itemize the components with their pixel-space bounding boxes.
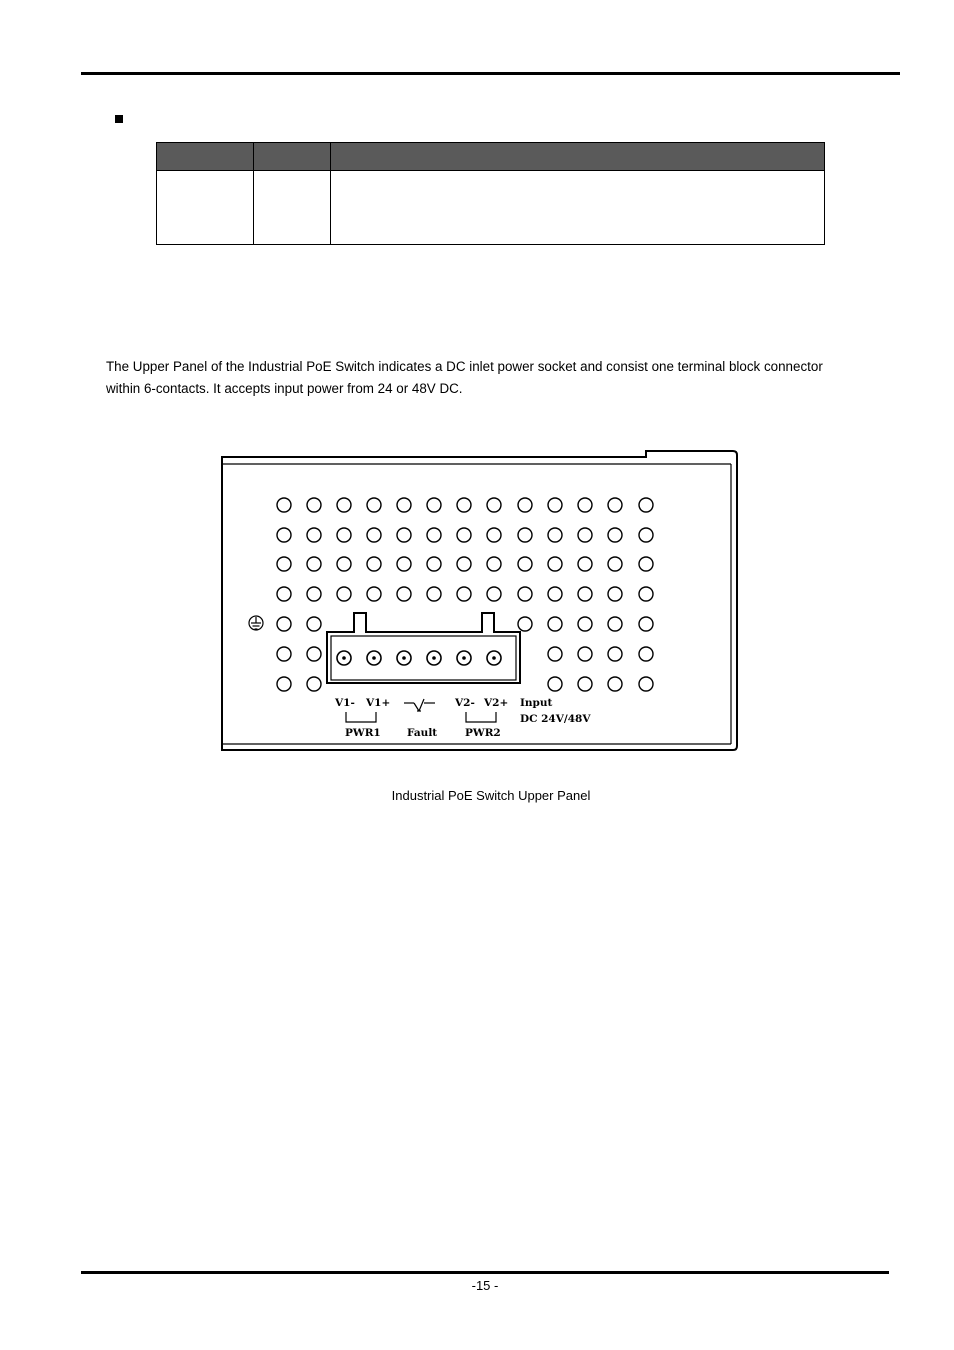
vent-hole bbox=[578, 498, 592, 512]
vent-hole bbox=[548, 647, 562, 661]
relay-contact-icon bbox=[404, 699, 435, 711]
vent-hole bbox=[487, 557, 501, 571]
terminal-contact bbox=[337, 651, 351, 665]
vent-hole bbox=[427, 498, 441, 512]
vent-hole bbox=[518, 498, 532, 512]
vent-hole bbox=[548, 587, 562, 601]
figure-caption: Industrial PoE Switch Upper Panel bbox=[391, 788, 591, 803]
vent-hole bbox=[277, 677, 291, 691]
vent-hole bbox=[277, 498, 291, 512]
terminal-contact bbox=[367, 651, 381, 665]
vent-hole bbox=[277, 557, 291, 571]
vent-hole bbox=[518, 587, 532, 601]
vent-hole bbox=[337, 557, 351, 571]
vent-hole bbox=[608, 557, 622, 571]
vent-hole bbox=[337, 498, 351, 512]
vent-hole bbox=[337, 587, 351, 601]
vent-hole bbox=[337, 528, 351, 542]
vent-hole bbox=[457, 528, 471, 542]
terminal-contact bbox=[457, 651, 471, 665]
page-number: -15 - bbox=[471, 1278, 499, 1293]
terminal-contacts bbox=[337, 651, 501, 665]
vent-hole bbox=[487, 587, 501, 601]
pwr2-bracket bbox=[466, 712, 496, 722]
vent-hole bbox=[277, 587, 291, 601]
vent-hole bbox=[639, 587, 653, 601]
ground-icon bbox=[249, 616, 263, 630]
vent-hole bbox=[518, 528, 532, 542]
vent-hole bbox=[578, 587, 592, 601]
vent-hole bbox=[307, 498, 321, 512]
vent-hole bbox=[639, 647, 653, 661]
vent-hole bbox=[367, 587, 381, 601]
vent-hole bbox=[578, 647, 592, 661]
vent-hole bbox=[397, 528, 411, 542]
vent-hole bbox=[639, 557, 653, 571]
vent-hole bbox=[548, 557, 562, 571]
label-pwr1: PWR1 bbox=[345, 727, 381, 739]
vent-hole bbox=[307, 557, 321, 571]
terminal-contact bbox=[487, 651, 501, 665]
vent-hole bbox=[397, 587, 411, 601]
vent-hole bbox=[608, 587, 622, 601]
vent-hole bbox=[518, 617, 532, 631]
vent-hole bbox=[487, 528, 501, 542]
vent-hole bbox=[639, 498, 653, 512]
label-v2-minus: V2- bbox=[455, 697, 475, 709]
label-v1-minus: V1- bbox=[335, 697, 355, 709]
vent-hole bbox=[397, 498, 411, 512]
vent-hole bbox=[307, 677, 321, 691]
vent-hole bbox=[548, 677, 562, 691]
vent-hole bbox=[608, 498, 622, 512]
vent-hole bbox=[548, 528, 562, 542]
ventilation-holes bbox=[277, 498, 653, 691]
vent-hole bbox=[518, 557, 532, 571]
vent-hole bbox=[578, 528, 592, 542]
paragraph-line: within 6-contacts. It accepts input power from 24 or 48V DC. bbox=[106, 381, 463, 396]
vent-hole bbox=[548, 617, 562, 631]
vent-hole bbox=[307, 528, 321, 542]
vent-hole bbox=[427, 557, 441, 571]
vent-hole bbox=[548, 498, 562, 512]
vent-hole bbox=[397, 557, 411, 571]
vent-hole bbox=[457, 557, 471, 571]
vent-hole bbox=[578, 617, 592, 631]
vent-hole bbox=[457, 587, 471, 601]
vent-hole bbox=[639, 617, 653, 631]
vent-hole bbox=[427, 528, 441, 542]
vent-hole bbox=[578, 677, 592, 691]
terminal-contact bbox=[427, 651, 441, 665]
vent-hole bbox=[639, 677, 653, 691]
label-v1-plus: V1+ bbox=[366, 697, 391, 709]
vent-hole bbox=[457, 498, 471, 512]
vent-hole bbox=[367, 498, 381, 512]
terminal-contact bbox=[397, 651, 411, 665]
vent-hole bbox=[639, 528, 653, 542]
label-pwr2: PWR2 bbox=[465, 727, 501, 739]
vent-hole bbox=[608, 677, 622, 691]
vent-hole bbox=[487, 498, 501, 512]
vent-hole bbox=[277, 647, 291, 661]
panel-housing bbox=[222, 451, 737, 750]
terminal-block-connector bbox=[327, 613, 520, 683]
vent-hole bbox=[307, 617, 321, 631]
vent-hole bbox=[307, 587, 321, 601]
vent-hole bbox=[608, 647, 622, 661]
footer-rule bbox=[81, 1271, 889, 1274]
label-v2-plus: V2+ bbox=[484, 697, 509, 709]
vent-hole bbox=[367, 528, 381, 542]
paragraph-line: The Upper Panel of the Industrial PoE Switch indicates a DC inlet power socket and consist one terminal block connector bbox=[106, 359, 823, 374]
vent-hole bbox=[367, 557, 381, 571]
pwr1-bracket bbox=[346, 712, 376, 722]
vent-hole bbox=[608, 528, 622, 542]
label-fault: Fault bbox=[407, 727, 438, 739]
vent-hole bbox=[277, 528, 291, 542]
label-input: Input bbox=[520, 697, 553, 709]
vent-hole bbox=[608, 617, 622, 631]
vent-hole bbox=[277, 617, 291, 631]
vent-hole bbox=[427, 587, 441, 601]
vent-hole bbox=[578, 557, 592, 571]
label-voltage: DC 24V/48V bbox=[520, 713, 591, 725]
vent-hole bbox=[307, 647, 321, 661]
